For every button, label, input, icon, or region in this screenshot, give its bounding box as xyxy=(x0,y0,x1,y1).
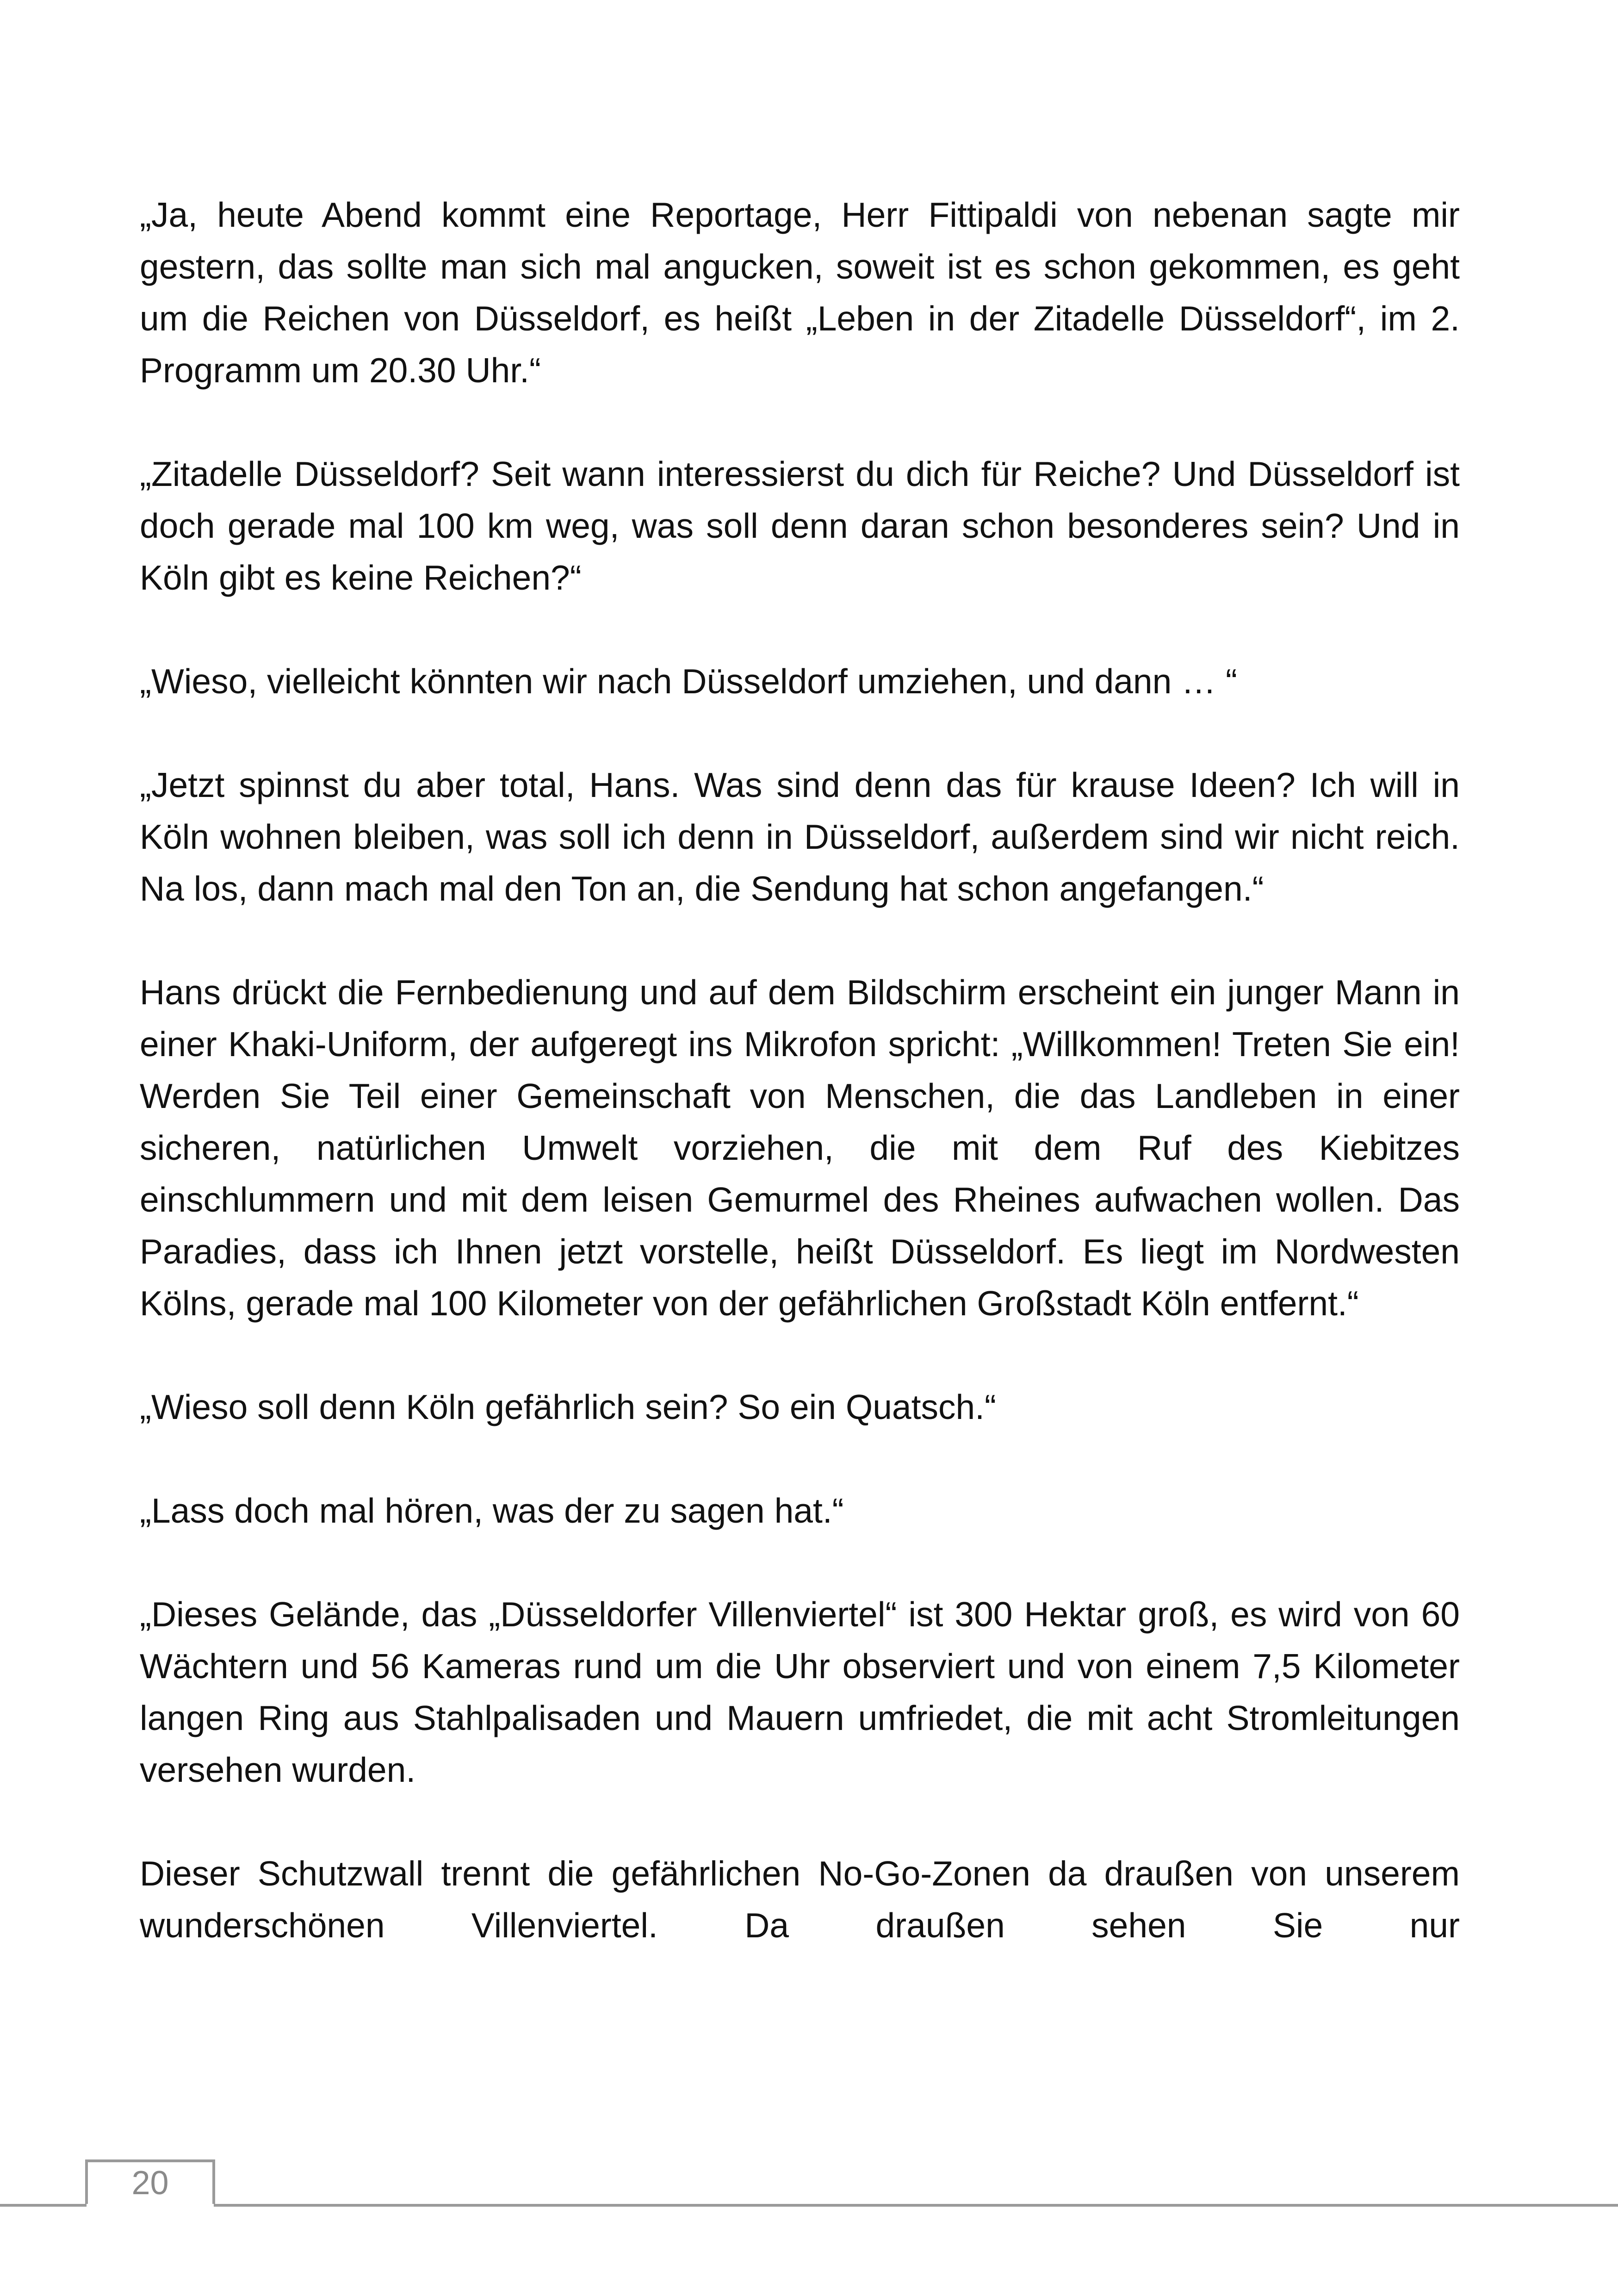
paragraph-1: „Ja, heute Abend kommt eine Reportage, Herr Fittipaldi von nebenan sagte mir gestern, das sollte man sich mal angucken, soweit ist es schon gekommen, es geht um die Reichen von Düsseldorf, es heißt „Leben in der Zitadelle Düsseldorf“, im 2. Programm um 20.30 Uhr.“ xyxy=(140,195,1460,390)
footer-rule-right xyxy=(214,2204,1618,2207)
page-number: 20 xyxy=(85,2159,215,2204)
paragraph-5: Hans drückt die Fernbedienung und auf dem Bildschirm erscheint ein junger Mann in einer Khaki-Uniform, der aufgeregt ins Mikrofon spricht: „Willkommen! Treten Sie ein! Werden Sie Teil einer Gemeinschaft von Menschen, die das Landleben in einer sicheren, natürlichen Umwelt vorziehen, die mit dem Ruf des Kiebitzes einschlummern und mit dem leisen Gemurmel des Rheines aufwachen wollen. Das Paradies, dass ich Ihnen jetzt vorstelle, heißt Düsseldorf. Es liegt im Nordwesten Kölns, gerade mal 100 Kilometer von der gefährlichen Großstadt Köln entfernt.“ xyxy=(140,973,1460,1323)
paragraph-2: „Zitadelle Düsseldorf? Seit wann interessierst du dich für Reiche? Und Düsseldorf ist doch gerade mal 100 km weg, was soll denn daran schon besonderes sein? Und in Köln gibt es keine Reichen?“ xyxy=(140,454,1460,597)
paragraph-7: „Lass doch mal hören, was der zu sagen hat.“ xyxy=(140,1491,844,1530)
paragraph-4: „Jetzt spinnst du aber total, Hans. Was sind denn das für krause Ideen? Ich will in Köln wohnen bleiben, was soll ich denn in Düsseldorf, außerdem sind wir nicht reich. Na los, dann mach mal den Ton an, die Sendung hat schon angefangen.“ xyxy=(140,765,1460,908)
paragraph-9: Dieser Schutzwall trennt die gefährlichen No-Go-Zonen da draußen von unserem wunderschönen Villenviertel. Da draußen sehen Sie nur xyxy=(140,1854,1460,1945)
paragraph-3: „Wieso, vielleicht könnten wir nach Düsseldorf umziehen, und dann … “ xyxy=(140,662,1237,701)
footer-rule-left xyxy=(0,2204,87,2207)
body-text xyxy=(140,189,1460,1951)
paragraph-8: „Dieses Gelände, das „Düsseldorfer Villenviertel“ ist 300 Hektar groß, es wird von 60 Wächtern und 56 Kameras rund um die Uhr observiert und von einem 7,5 Kilometer langen Ring aus Stahlpalisaden und Mauern umfriedet, die mit acht Stromleitungen versehen wurden. xyxy=(140,1595,1460,1789)
paragraph-6: „Wieso soll denn Köln gefährlich sein? So ein Quatsch.“ xyxy=(140,1388,996,1426)
